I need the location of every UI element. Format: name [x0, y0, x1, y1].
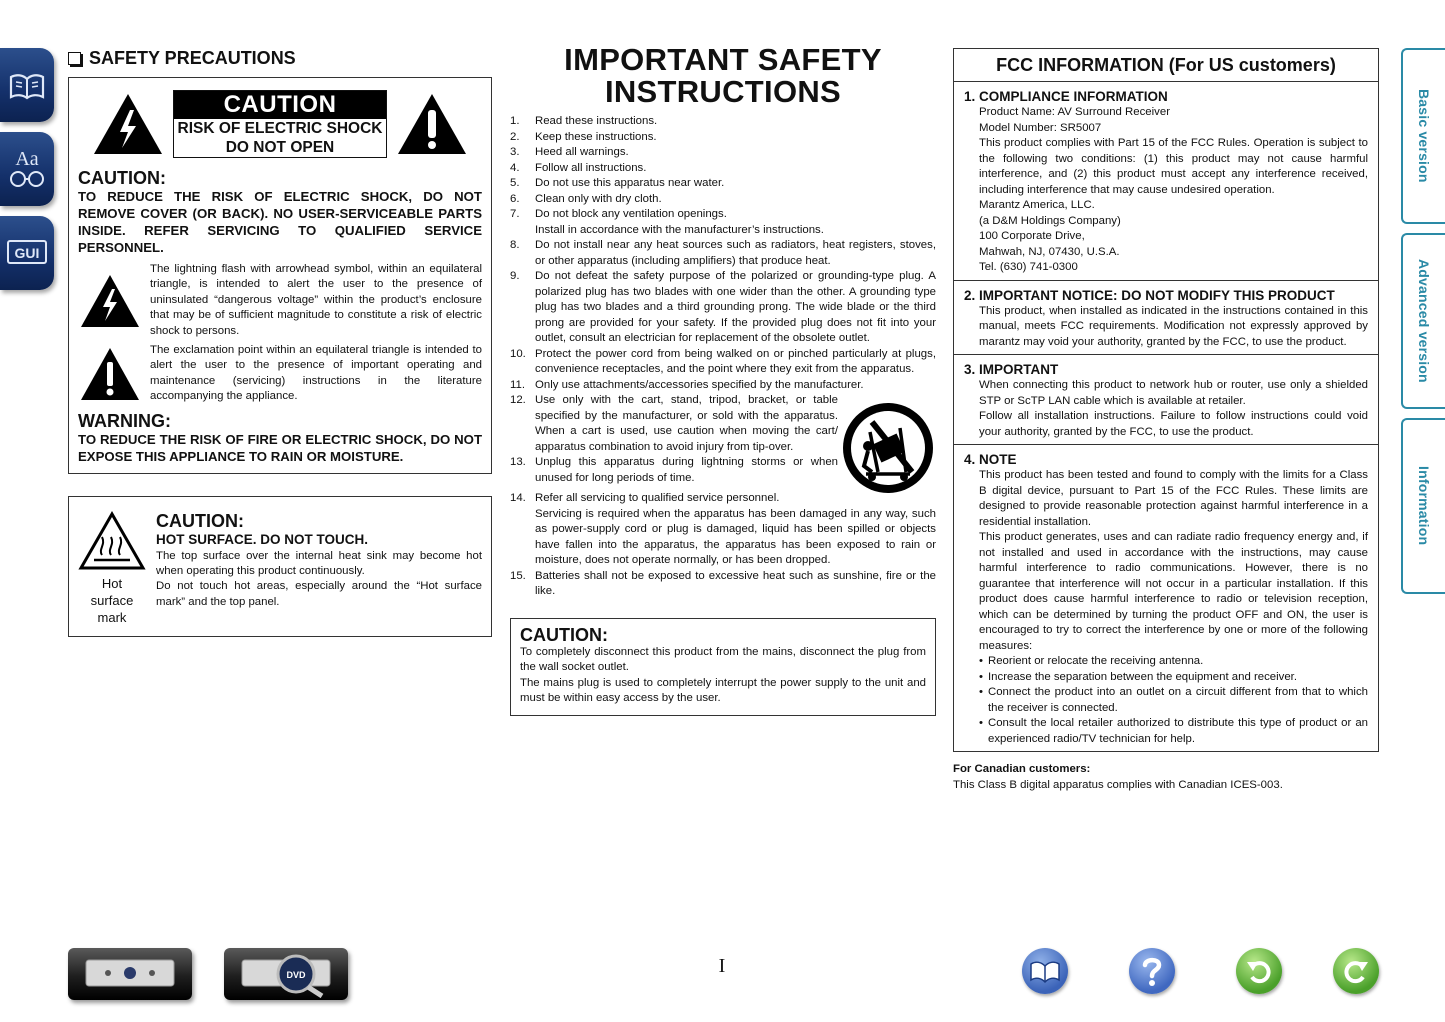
lightning-triangle-icon: [92, 92, 164, 156]
back-button[interactable]: [1236, 948, 1282, 994]
hot-caution-heading: CAUTION:: [156, 510, 244, 531]
canada-note: For Canadian customers: This Class B digital apparatus complies with Canadian ICES-003.: [953, 763, 1283, 791]
book-icon: [1029, 958, 1061, 984]
list-item: • Consult the local retailer authorized to distribute this type of product or an experienced radio/TV technician for help.: [979, 717, 1368, 745]
hot-surface-mark: Hot surface mark: [78, 511, 146, 626]
list-item: • Connect the product into an outlet on a circuit different from that to which the receiver is connected.: [979, 686, 1368, 714]
book-icon: [7, 65, 47, 105]
list-item: 9. Do not defeat the safety purpose of the polarized or grounding-type plug. A polarized plug has two blades with one wider than the other. A grounding type plug has two blades and a third grounding prong. The wide blade or the third prong are provided for your safety. If the provided plug does not fit into your outlet, consult an electrician for replacement of the obsolete outlet.: [510, 270, 936, 344]
glossary-icon: [5, 141, 49, 197]
forward-arrow-icon: [1341, 956, 1371, 986]
disconnect-caution-panel: CAUTION: To completely disconnect this product from the mains, disconnect the plug from the wall socket outlet. The mains plug is used to completely interrupt the power supply to the unit and must be within easy access by the user.: [510, 618, 936, 716]
fcc-note-section: 4. NOTE This product has been tested and found to comply with the limits for a Class B digital device, pursuant to Part 15 of the FCC Rules. These limits are designed to provide reasonable protection against harmful interference in a residential installation. This product generates, uses and can radiate radio frequency energy and, if not installed and used in accordance with the instructions, may cause harmful interference to radio communications. However, there is no guarantee that interference will not occur in a particular installation. If this product does cause harmful interference to radio or television reception, which can be determined by turning the product OFF and ON, the user is encouraged to try to correct the interference by one or more of the following measures: • Reorient or relocate the receiving antenna. • Increase the separation between the equipment and receiver. • Connect the product into an outlet on a circuit different from that to which the receiver is connected. • Consult the local retailer authorized to distribute this type of product or an experienced radio/TV technician for help.: [954, 445, 1378, 751]
fcc-compliance-section: 1. COMPLIANCE INFORMATION Product Name: AV Surround Receiver Model Number: SR5007 This product complies with Part 15 of the FCC Rules. Operation is subject to the following two conditions: (1) this product may not cause harmful interference, and (2) this product must accept any interference received, including interference that may cause undesired operation. Marantz America, LLC. (a D&M Holdings Company) 100 Corporate Drive, Mahwah, NJ, 07430, U.S.A. Tel. (630) 741-0300: [954, 82, 1378, 281]
caution-text: TO REDUCE THE RISK OF ELECTRIC SHOCK, DO NOT REMOVE COVER (OR BACK). NO USER-SERVICEABLE PARTS INSIDE. REFER SERVICING TO QUALIFIED SERVICE PERSONNEL.: [78, 189, 482, 255]
tab-basic-version-label: Basic version: [1416, 89, 1432, 183]
front-panel-button[interactable]: [68, 948, 192, 1000]
list-item: 5. Do not use this apparatus near water.: [510, 177, 725, 189]
safety-precautions-column: [68, 48, 492, 637]
tab-information[interactable]: [1401, 418, 1445, 594]
lightning-explanation: The lightning flash with arrowhead symbol, within an equilateral triangle, is intended to alert the user to the presence of uninsulated “dangerous voltage” within the product’s enclosure that may be of sufficient magnitude to constitute a risk of electric shock to persons.: [78, 262, 482, 339]
svg-text:DVD: DVD: [286, 970, 306, 980]
warning-heading: WARNING:: [78, 410, 171, 431]
list-item: 1. Read these instructions.: [510, 115, 658, 127]
checkbox-bullet-icon: [68, 52, 81, 65]
fcc-notice-section: 2. IMPORTANT NOTICE: DO NOT MODIFY THIS PRODUCT This product, when installed as indicated in the instructions contained in this manual, meets FCC requirements. Modification not expressly approved by marantz may void your authority, granted by the FCC, to use the product.: [954, 281, 1378, 356]
gui-nav-button[interactable]: [0, 216, 54, 290]
tab-advanced-version-label: Advanced version: [1416, 259, 1432, 383]
list-item: • Increase the separation between the equipment and receiver.: [979, 670, 1298, 683]
instruction-list: [510, 114, 936, 600]
help-button[interactable]: [1129, 948, 1175, 994]
hot-surface-panel: Hot surface mark CAUTION: HOT SURFACE. DO NOT TOUCH. The top surface over the internal heat sink may become hot when operating this product continuously. Do not touch hot areas, especially around the “Hot surface mark” and the top panel.: [68, 496, 492, 637]
svg-text:Aa: Aa: [15, 148, 39, 170]
caution-heading: CAUTION:: [78, 168, 166, 188]
list-item: 14. Refer all servicing to qualified service personnel. Servicing is required when the apparatus has been damaged in any way, such as power-supply cord or plug is damaged, liquid has been spilled or objects have fallen into the apparatus, the apparatus has been exposed to rain or moisture, does not operate normally, or has been dropped.: [510, 492, 936, 566]
back-arrow-icon: [1244, 956, 1274, 986]
list-item: 2. Keep these instructions.: [510, 130, 657, 143]
forward-button[interactable]: [1333, 948, 1379, 994]
list-item: 8. Do not install near any heat sources such as radiators, heat registers, stoves, or other apparatus (including amplifiers) that produce heat.: [510, 239, 936, 267]
caution-panel: [68, 77, 492, 474]
list-item: 15. Batteries shall not be exposed to excessive heat such as sunshine, fire or the like.: [510, 569, 936, 597]
list-item: 13. Unplug this apparatus during lightning storms or when unused for long periods of time.: [510, 456, 838, 484]
cart-warning-icon: [842, 402, 934, 494]
fcc-header: FCC INFORMATION (For US customers): [954, 49, 1378, 82]
list-item: 7. Do not block any ventilation openings. Install in accordance with the manufacturer’s instructions.: [510, 208, 824, 236]
exclamation-explanation: The exclamation point within an equilateral triangle is intended to alert the user to the presence of important operating and maintenance (servicing) instructions in the literature accompanying the appliance.: [78, 343, 482, 405]
hot-caution-subheading: HOT SURFACE. DO NOT TOUCH.: [156, 531, 369, 547]
hot-surface-icon: [78, 511, 146, 571]
warning-text: TO REDUCE THE RISK OF FIRE OR ELECTRIC SHOCK, DO NOT EXPOSE THIS APPLIANCE TO RAIN OR MOISTURE.: [78, 431, 482, 464]
page-title: IMPORTANT SAFETY INSTRUCTIONS: [564, 42, 882, 109]
tab-basic-version[interactable]: [1401, 48, 1445, 224]
left-nav: [0, 48, 58, 300]
list-item: 12. Use only with the cart, stand, tripod, bracket, or table specified by the manufacturer, or sold with the apparatus. When a cart is used, use caution when moving the cart/ apparatus combination to avoid injury from tip-over.: [510, 394, 838, 453]
list-item: 11. Only use attachments/accessories specified by the manufacturer.: [510, 378, 864, 391]
gui-icon: [5, 238, 49, 268]
exclamation-small-icon: [79, 346, 141, 402]
fcc-panel: [953, 48, 1379, 752]
tab-advanced-version[interactable]: [1401, 233, 1445, 409]
receiver-dvd-icon: [224, 948, 348, 1000]
receiver-front-icon: [68, 948, 192, 1000]
fcc-important-section: 3. IMPORTANT When connecting this product to network hub or router, use only a shielded STP or ScTP LAN cable which is available at retailer. Follow all installation instructions. Failure to follow instructions could void your authority, granted by the FCC, to use the product.: [954, 355, 1378, 445]
book-nav-button[interactable]: [0, 48, 54, 122]
exclamation-triangle-icon: [396, 92, 468, 156]
page-number: I: [718, 955, 726, 977]
question-icon: [1137, 954, 1167, 988]
lightning-small-icon: [79, 273, 141, 329]
list-item: • Reorient or relocate the receiving antenna.: [979, 655, 1204, 667]
list-item: 6. Clean only with dry cloth.: [510, 192, 662, 205]
list-item: 3. Heed all warnings.: [510, 146, 629, 158]
remote-panel-button[interactable]: [224, 948, 348, 1000]
caution-label: CAUTION RISK OF ELECTRIC SHOCK DO NOT OPEN: [173, 90, 387, 158]
svg-text:GUI: GUI: [14, 245, 40, 261]
fcc-column: [953, 48, 1379, 793]
list-item: 10. Protect the power cord from being walked on or pinched particularly at plugs, convenience receptacles, and the point where they exit from the apparatus.: [510, 347, 936, 375]
tab-information-label: Information: [1416, 466, 1432, 546]
list-item: 4. Follow all instructions.: [510, 161, 647, 174]
glossary-nav-button[interactable]: [0, 132, 54, 206]
important-safety-column: [510, 44, 936, 716]
section-title: SAFETY PRECAUTIONS: [68, 48, 492, 69]
contents-button[interactable]: [1022, 948, 1068, 994]
